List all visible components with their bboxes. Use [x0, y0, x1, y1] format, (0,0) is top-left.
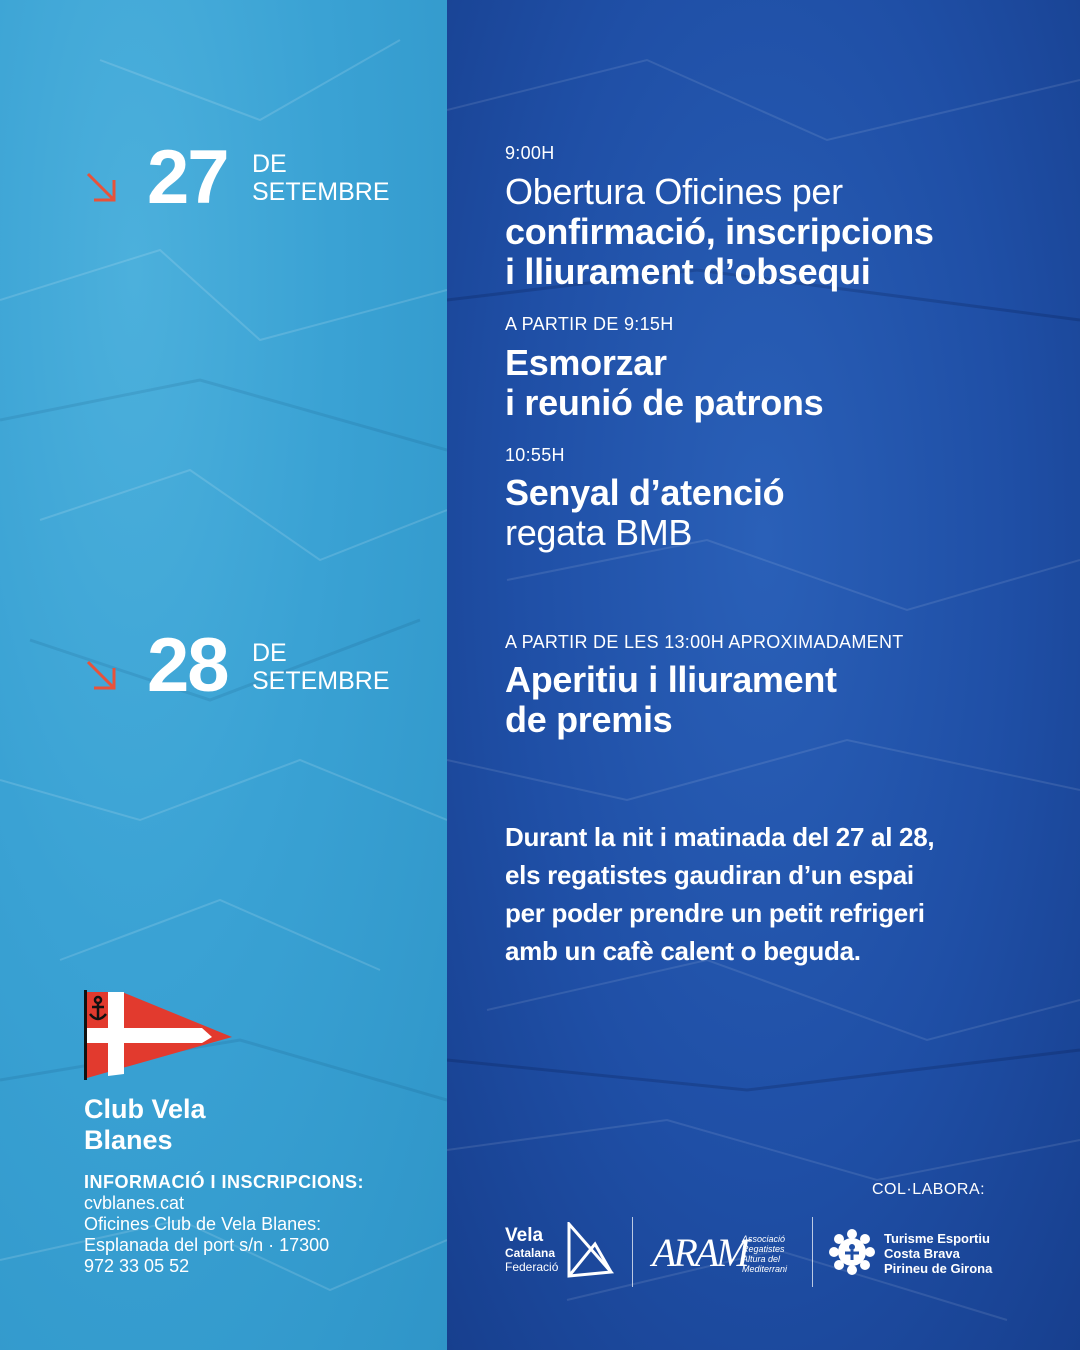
event-title [505, 343, 823, 423]
vela-logo-name: Vela [505, 1225, 544, 1246]
event-title-line: Aperitiu i lliurament [505, 659, 837, 700]
note-line: Durant la nit i matinada del 27 al 28, [505, 822, 935, 852]
night-note [505, 818, 1025, 970]
collabora-label: COL·LABORA: [872, 1181, 986, 1198]
contact-info [84, 1172, 364, 1277]
office-label: Oficines Club de Vela Blanes: [84, 1214, 322, 1234]
club-name-line: Blanes [84, 1125, 173, 1155]
note-line: els regatistes gaudiran d’un espai [505, 860, 914, 890]
vela-logo-sub: Catalana [505, 1246, 556, 1260]
divider [632, 1217, 633, 1287]
vela-catalana-logo [505, 1226, 558, 1274]
event-title-line: Esmorzar [505, 342, 667, 383]
day-month: SETEMBRE [252, 667, 390, 695]
phone-number[interactable]: 972 33 05 52 [84, 1256, 190, 1276]
event-title-line: regata BMB [505, 512, 693, 553]
day-number: 27 [147, 135, 228, 220]
day-de: DE [252, 639, 287, 667]
arrow-down-right-icon [84, 170, 120, 206]
event-title-line: i reunió de patrons [505, 382, 824, 423]
event-title-line: Obertura Oficines per [505, 171, 843, 212]
event-time: A PARTIR DE LES 13:00H APROXIMADAMENT [505, 632, 904, 652]
event-title-line: de premis [505, 699, 673, 740]
arrow-down-right-icon [84, 658, 120, 694]
event-time: 9:00H [505, 143, 555, 163]
aram-text-line: Regatistes [742, 1244, 785, 1254]
event-title-line: confirmació, inscripcions [505, 211, 934, 252]
turisme-text-line: Costa Brava [884, 1246, 960, 1261]
event-time: 10:55H [505, 445, 565, 465]
info-heading: INFORMACIÓ I INSCRIPCIONS: [84, 1172, 365, 1192]
event-title [505, 172, 934, 292]
website-link[interactable]: cvblanes.cat [84, 1193, 185, 1213]
address: Esplanada del port s/n · 17300 [84, 1235, 330, 1255]
club-pennant-logo [82, 990, 234, 1082]
aram-logo-text [742, 1234, 787, 1274]
aram-text-line: Mediterrani [742, 1264, 788, 1274]
day-month: SETEMBRE [252, 178, 390, 206]
note-line: per poder prendre un petit refrigeri [505, 898, 925, 928]
divider [812, 1217, 813, 1287]
note-line: amb un cafè calent o beguda. [505, 936, 861, 966]
turisme-esportiu-logo [884, 1231, 992, 1276]
club-name-line: Club Vela [84, 1094, 206, 1124]
turisme-text-line: Pirineu de Girona [884, 1261, 993, 1276]
turisme-esportiu-icon [828, 1228, 876, 1276]
event-title [505, 660, 837, 740]
day-de: DE [252, 150, 287, 178]
club-name [84, 1094, 206, 1156]
sail-icon [565, 1222, 615, 1278]
event-title [505, 473, 784, 553]
aram-text-line: Associació [742, 1234, 786, 1244]
event-title-line: i lliurament d’obsequi [505, 251, 871, 292]
turisme-text-line: Turisme Esportiu [884, 1231, 990, 1246]
vela-logo-sub: Federació [505, 1260, 559, 1274]
event-time: A PARTIR DE 9:15H [505, 314, 674, 334]
event-title-line: Senyal d’atenció [505, 472, 785, 513]
aram-text-line: Altura del [742, 1254, 781, 1264]
day-number: 28 [147, 623, 228, 708]
aram-logo: ARAM [652, 1230, 747, 1275]
